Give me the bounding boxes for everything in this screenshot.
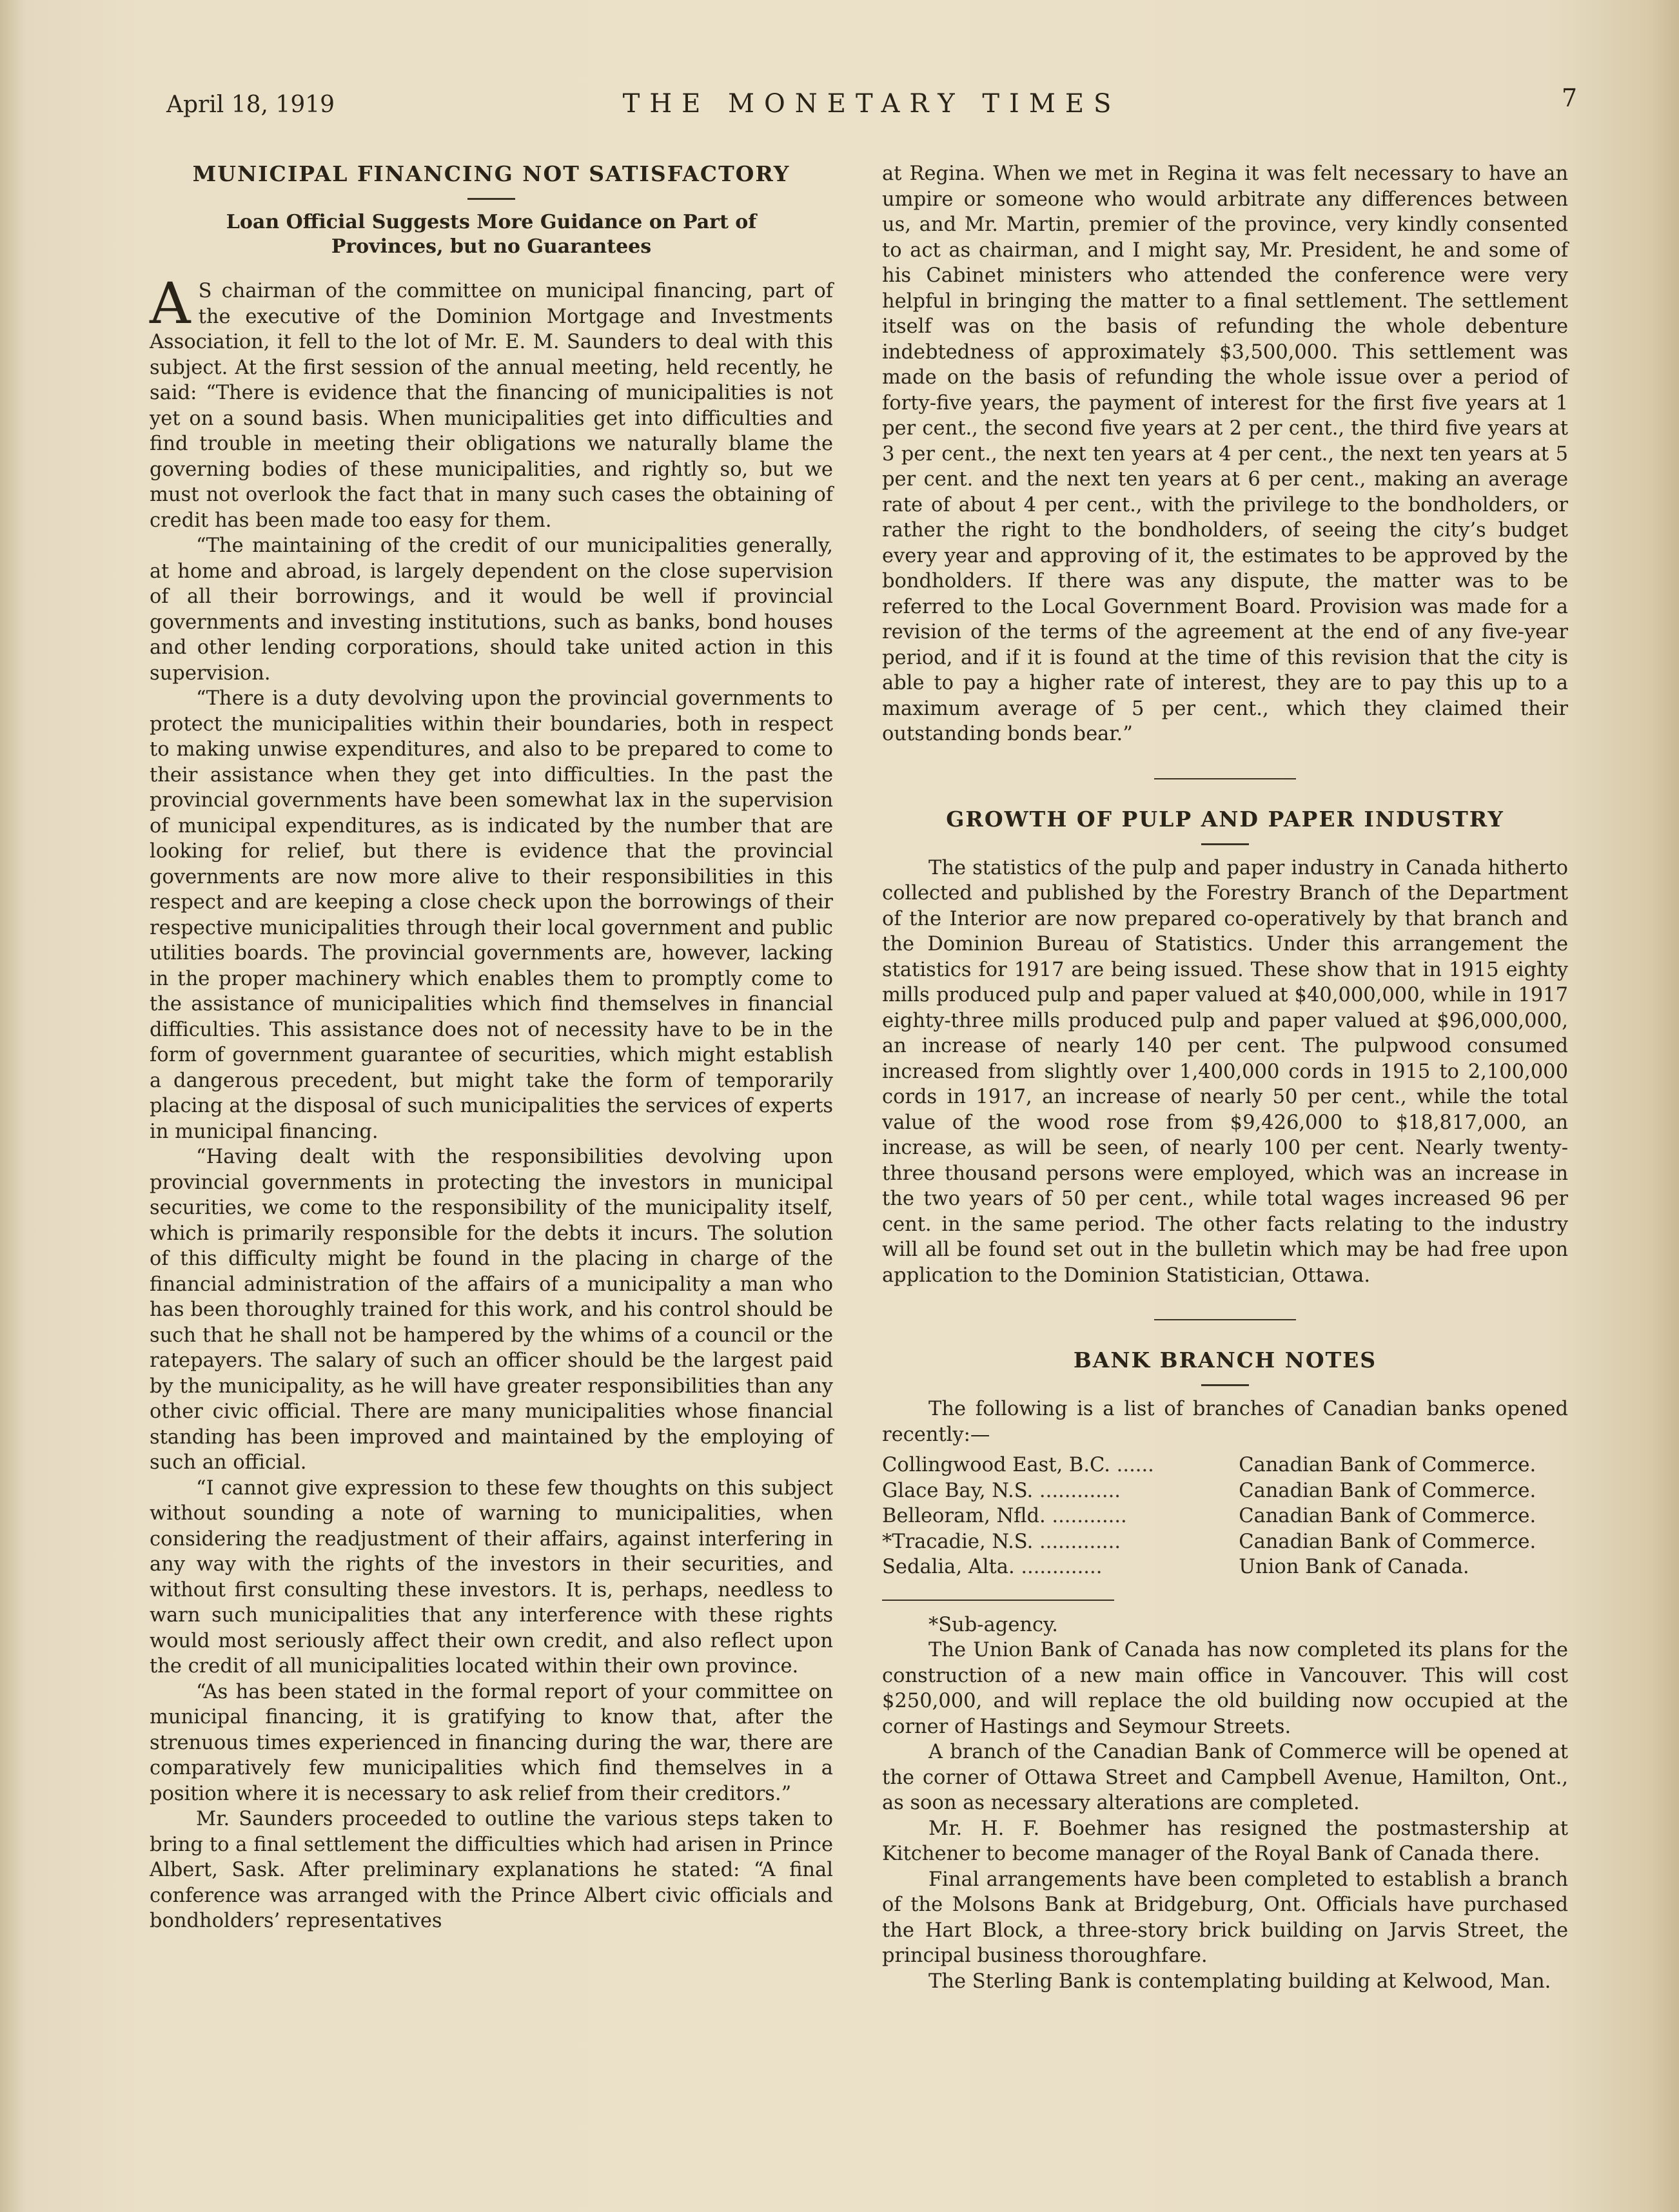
list-item [882, 1453, 1568, 1478]
article-paragraph: “I cannot give expression to these few thoughts on this subject without sounding a note of warning to municipalities, when considering the readjustment of their affairs, against interfering in any way with the rights of the investors in their securities, and without first consulting these investors. It is, perhaps, needless to warn such municipalities that any interference with these rights would most seriously affect their own credit, and also reflect upon the credit of all municipalities located within their own province. [150, 1476, 833, 1678]
branch-bank: Canadian Bank of Commerce. [1239, 1505, 1537, 1527]
leader-dots: ............ [1045, 1505, 1127, 1527]
article-paragraph: “The maintaining of the credit of our municipalities generally, at home and abroad, is largely dependent on the close supervision of all their borrowings, and it would be well if provincial governments and investing institutions, such as banks, bond houses and other lending corporations, should take united action in this supervision. [150, 534, 833, 685]
article-continuation: at Regina. When we met in Regina it was felt necessary to have an umpire or someone who would arbitrate any differences between us, and Mr. Martin, premier of the province, very kindly consented to act as chairman, and I might say, Mr. President, he and some of his Cabinet ministers who attended the conference were very helpful in bringing the matter to a final settlement. The settlement itself was on the basis of refunding the whole debenture indebtedness of approximately $3,500,000. This settlement was made on the basis of refunding the whole issue over a period of forty-five years, the payment of interest for the first five years at 1 per cent., the second five years at 2 per cent., the third five years at 3 per cent., the next ten years at 4 per cent., the next ten years at 5 per cent. and the next ten years at 6 per cent., making an average rate of about 4 per cent., with the privilege to the bondholders, or rather the right to the bondholders, of seeing the city’s budget every year and approving of it, the estimates to be approved by the bondholders. If there was any dispute, the matter was to be referred to the Local Government Board. Provision was made for a revision of the terms of the agreement at the end of any five-year period, and if it is found at the time of this revision that the city is able to pay a higher rate of interest, they are to pay this up to a maximum average of 5 per cent., which they claimed their outstanding bonds bear.” [882, 162, 1568, 745]
article-paragraph: Mr. Saunders proceeded to outline the various steps taken to bring to a final settlement the difficulties which had arisen in Prince Albert, Sask. After preliminary explanations he stated: “A final conference was arranged with the Prince Albert civic officials and bondholders’ representatives [150, 1808, 833, 1932]
list-item [882, 1503, 1568, 1529]
article-paragraph: The Sterling Bank is contemplating building at Kelwood, Man. [928, 1970, 1551, 1993]
paragraph-text: S chairman of the committee on municipal financing, part of the executive of the Dominion Mortgage and Investments Association, it fell to the lot of Mr. E. M. Saunders to deal with this subject. At the first session of the annual meeting, held recently, he said: “There is evidence that the financing of municipalities is not yet on a sound basis. When municipalities get into difficulties and find trouble in meeting their obligations we naturally blame the governing bodies of these municipalities, and rightly so, but we must not overlook the fact that in many such cases the obtaining of credit has been made too easy for them. [150, 280, 833, 532]
title-divider [1201, 1384, 1249, 1386]
footnote-divider [882, 1600, 1114, 1601]
branch-place: Collingwood East, B.C. [882, 1454, 1110, 1476]
article-paragraph: “There is a duty devolving upon the provincial governments to protect the municipalities within their boundaries, both in respect to making unwise expenditures, and also to be prepared to come to their assistance when they get into difficulties. In the past the provincial governments have been somewhat lax in the supervision of municipal expenditures, as is indicated by the number that are looking for relief, but there is evidence that the provincial governments are now more alive to their responsibilities in this respect and are keeping a close check upon the borrowings of their respective municipalities through their local government and public utilities boards. The provincial governments are, however, lacking in the proper machinery which enables them to promptly come to the assistance of municipalities which find themselves in financial difficulties. This assistance does not of necessity have to be in the form of government guarantee of securities, which might establish a dangerous precedent, but might take the form of temporarily placing at the disposal of such municipalities the services of experts in municipal financing. [150, 687, 833, 1143]
page-header [166, 84, 1577, 122]
article-paragraph [150, 270, 833, 533]
title-divider [467, 198, 515, 200]
section-divider [1154, 778, 1296, 779]
article-title-pulp-paper: GROWTH OF PULP AND PAPER INDUSTRY [946, 806, 1504, 832]
article-paragraph: “As has been stated in the formal report of your committee on municipal financing, it is gratifying to know that, after the strenuous times experienced in financing during the war, there are comparatively few municipalities which find themselves in a position where it is necessary to ask relief from their creditors.” [150, 1680, 833, 1805]
article-paragraph: “Having dealt with the responsibilities devolving upon provincial governments in protecting the investors in municipal securities, we come to the responsibility of the municipality itself, which is primarily responsible for the debts it incurs. The solution of this difficulty might be found in the placing in charge of the financial administration of the affairs of a municipality a man who has been thoroughly trained for this work, and his control should be such that he shall not be hampered by the whims of a council or the ratepayers. The salary of such an officer should be the largest paid by the municipality, as he will have greater responsibilities than any other civic official. There are many municipalities whose financial standing has been improved and maintained by the employing of such an official. [150, 1146, 833, 1474]
branch-place: Sedalia, Alta. [882, 1556, 1015, 1578]
footnote: *Sub-agency. [928, 1613, 1058, 1636]
list-item [882, 1554, 1568, 1580]
article-paragraph: A branch of the Canadian Bank of Commerce will be opened at the corner of Ottawa Street and Campbell Avenue, Hamilton, Ont., as soon as necessary alterations are completed. [882, 1741, 1568, 1814]
section-divider [1154, 1319, 1296, 1320]
title-divider [1201, 843, 1249, 845]
leader-dots: ............. [1014, 1556, 1103, 1578]
article-subtitle: Loan Official Suggests More Guidance on Part of Provinces, but no Guarantees [226, 211, 757, 258]
issue-date: April 18, 1919 [166, 92, 335, 118]
leader-dots: ...... [1110, 1454, 1154, 1476]
article-paragraph: Mr. H. F. Boehmer has resigned the postmastership at Kitchener to become manager of the Royal Bank of Canada there. [882, 1817, 1568, 1865]
branch-bank: Canadian Bank of Commerce. [1239, 1479, 1537, 1502]
branch-bank: Canadian Bank of Commerce. [1239, 1454, 1537, 1476]
article-title-bank-branch-notes: BANK BRANCH NOTES [1073, 1347, 1377, 1373]
left-column [150, 161, 833, 1934]
list-intro: The following is a list of branches of Canadian banks opened recently:— [882, 1398, 1568, 1446]
list-item [882, 1529, 1568, 1555]
branch-list [882, 1453, 1568, 1580]
publication-title: THE MONETARY TIMES [622, 89, 1121, 119]
branch-place: Glace Bay, N.S. [882, 1479, 1034, 1502]
leader-dots: ............. [1033, 1479, 1121, 1502]
page-number: 7 [1561, 84, 1577, 112]
drop-cap: A [150, 270, 191, 337]
list-item [882, 1478, 1568, 1504]
leader-dots: ............. [1033, 1530, 1121, 1553]
article-paragraph: The statistics of the pulp and paper industry in Canada hitherto collected and published by the Forestry Branch of the Department of the Interior are now prepared co-operatively by that branch and the Dominion Bureau of Statistics. Under this arrangement the statistics for 1917 are being issued. These show that in 1915 eighty mills produced pulp and paper valued at $40,000,000, while in 1917 eighty-three mills produced pulp and paper valued at $96,000,000, an increase of nearly 140 per cent. The pulpwood consumed increased from slightly over 1,400,000 cords in 1915 to 2,100,000 cords in 1917, an increase of nearly 50 per cent., while the total value of the wood rose from $9,426,000 to $18,817,000, an increase, as will be seen, of nearly 100 per cent. Nearly twenty-three thousand persons were employed, which was an increase in the two years of 50 per cent., while total wages increased 96 per cent. in the same period. The other facts relating to the industry will all be found set out in the bulletin which may be had free upon application to the Dominion Statistician, Ottawa. [882, 856, 1568, 1287]
article-paragraph: Final arrangements have been completed to establish a branch of the Molsons Bank at Bridgeburg, Ont. Officials have purchased the Hart Block, a three-story brick building on Jarvis Street, the principal business thoroughfare. [882, 1868, 1568, 1967]
branch-bank: Canadian Bank of Commerce. [1239, 1530, 1537, 1553]
branch-place: Belleoram, Nfld. [882, 1505, 1046, 1527]
branch-bank: Union Bank of Canada. [1239, 1556, 1469, 1578]
article-paragraph: The Union Bank of Canada has now completed its plans for the construction of a new main office in Vancouver. This will cost $250,000, and will replace the old building now occupied at the corner of Hastings and Seymour Streets. [882, 1639, 1568, 1738]
article-title-municipal-financing: MUNICIPAL FINANCING NOT SATISFACTORY [192, 161, 790, 186]
right-column [882, 161, 1568, 1994]
branch-place: *Tracadie, N.S. [882, 1530, 1034, 1553]
